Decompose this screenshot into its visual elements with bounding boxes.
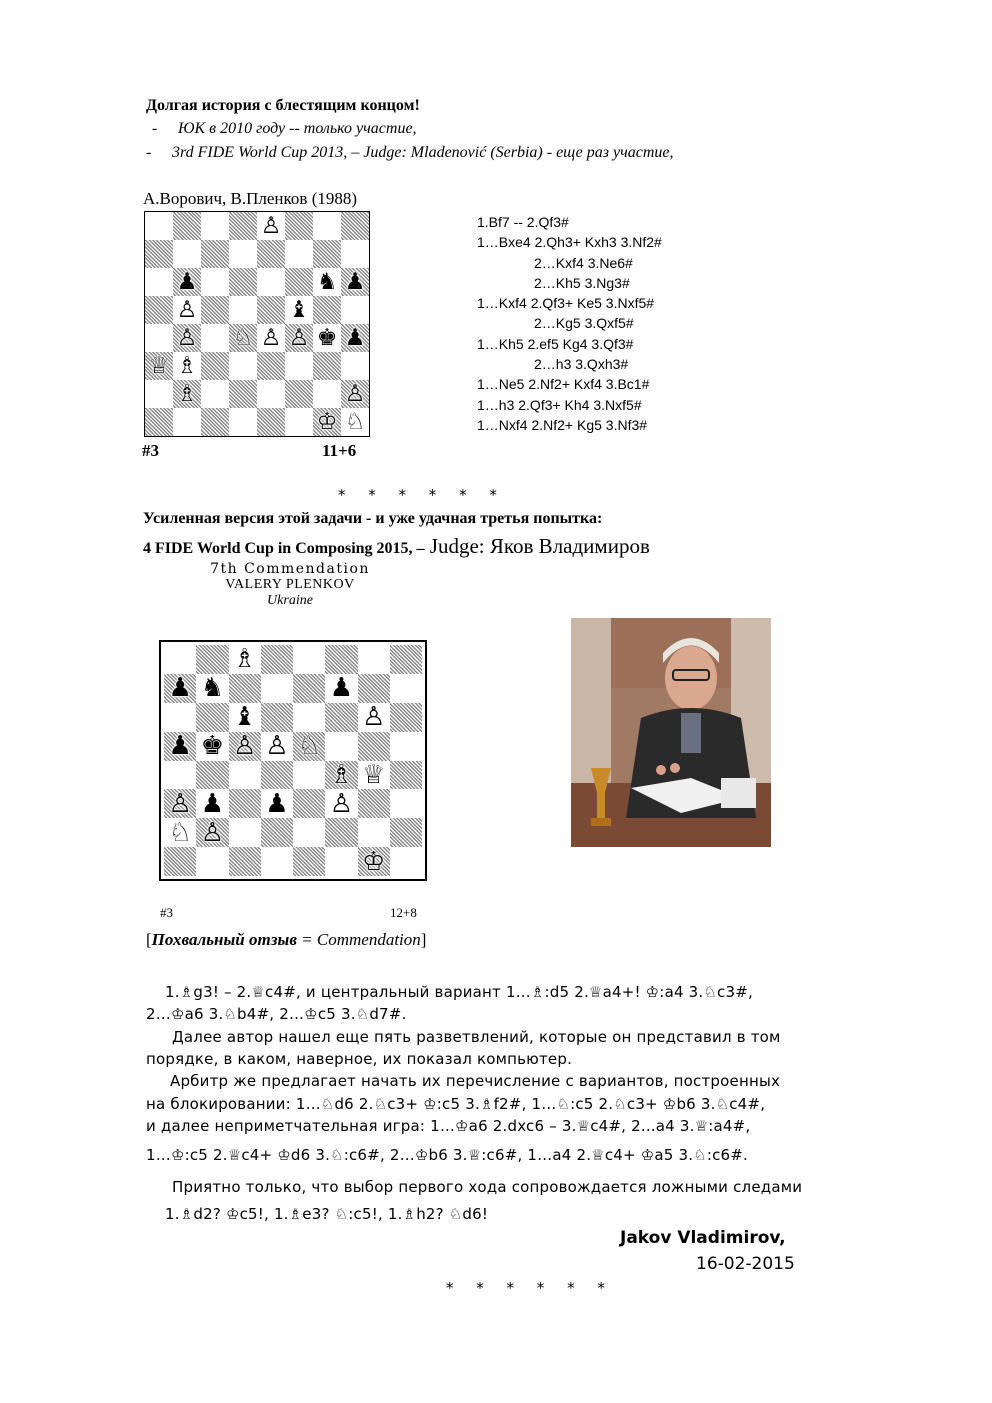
- square-b8: [196, 645, 228, 674]
- square-c8: [229, 645, 261, 674]
- award-country: Ukraine: [267, 593, 313, 608]
- separator-stars-bottom: * * * * * *: [446, 1279, 614, 1297]
- square-d4: [229, 324, 257, 352]
- square-d5: [229, 296, 257, 324]
- square-g2: [358, 818, 390, 847]
- square-a8: [145, 212, 173, 240]
- solution-line: 1…Kh5 2.ef5 Kg4 3.Qf3#: [477, 335, 634, 352]
- square-f6: [325, 703, 357, 732]
- chess-piece: ♞: [200, 673, 225, 703]
- square-f3: [285, 352, 313, 380]
- chess-piece: ♟: [265, 789, 289, 819]
- square-d3: [261, 789, 293, 818]
- square-a3: [145, 352, 173, 380]
- square-h4: [341, 324, 369, 352]
- chess-piece: ♙: [288, 324, 310, 351]
- square-a2: [145, 380, 173, 408]
- tourney-name: 4 FIDE World Cup in Composing 2015, –: [143, 540, 425, 557]
- square-d4: [261, 761, 293, 790]
- square-d7: [229, 240, 257, 268]
- chess-piece: ♟: [168, 673, 192, 703]
- square-g4: [358, 761, 390, 790]
- commentary-line: на блокировании: 1…♘d6 2.♘c3+ ♔:c5 3.♗f2#, 1…♘:c5 2.♘c3+ ♔b6 3.♘c4#,: [146, 1095, 766, 1113]
- square-a6: [145, 268, 173, 296]
- square-h6: [390, 703, 422, 732]
- square-b1: [196, 847, 228, 876]
- square-g8: [313, 212, 341, 240]
- chess-piece: ♙: [260, 212, 282, 239]
- square-f1: [285, 408, 313, 436]
- square-d2: [229, 380, 257, 408]
- square-h6: [341, 268, 369, 296]
- chess-piece: ♘: [168, 818, 192, 848]
- chess-piece: ♙: [344, 380, 366, 407]
- chess-piece: ♟: [168, 731, 192, 761]
- square-g6: [313, 268, 341, 296]
- chess-piece: ♘: [297, 731, 321, 761]
- judge-name: Judge: Яков Владимиров: [424, 534, 650, 558]
- chess-piece: ♘: [232, 324, 254, 351]
- judge-photo: [571, 618, 771, 847]
- square-d6: [229, 268, 257, 296]
- chess-piece: ♘: [344, 408, 366, 435]
- chess-piece: ♕: [148, 352, 170, 379]
- square-g4: [313, 324, 341, 352]
- square-b8: [173, 212, 201, 240]
- square-d7: [261, 674, 293, 703]
- square-b6: [196, 703, 228, 732]
- square-b5: [196, 732, 228, 761]
- square-e8: [293, 645, 325, 674]
- square-h5: [390, 732, 422, 761]
- square-a7: [164, 674, 196, 703]
- chess-piece: ♔: [316, 408, 338, 435]
- chess-piece: ♟: [344, 268, 366, 295]
- separator-stars: * * * * * *: [338, 486, 506, 504]
- chessboard-2: [164, 645, 422, 876]
- solution-line: 2…Kxf4 3.Ne6#: [534, 254, 633, 271]
- square-b3: [173, 352, 201, 380]
- square-a2: [164, 818, 196, 847]
- square-g1: [358, 847, 390, 876]
- square-d1: [261, 847, 293, 876]
- square-b4: [173, 324, 201, 352]
- square-h2: [390, 818, 422, 847]
- problem1-stipulation: #3: [142, 441, 159, 460]
- square-g1: [313, 408, 341, 436]
- chess-piece: ♙: [200, 818, 225, 848]
- signature-date: 16-02-2015: [696, 1254, 795, 1274]
- square-a1: [164, 847, 196, 876]
- square-g3: [358, 789, 390, 818]
- chess-piece: ♝: [288, 296, 310, 323]
- chess-piece: ♙: [232, 731, 257, 761]
- square-e2: [293, 818, 325, 847]
- commentary-line: 1.♗d2? ♔c5!, 1.♗e3? ♘:c5!, 1.♗h2? ♘d6!: [165, 1205, 489, 1223]
- square-f8: [285, 212, 313, 240]
- solution-line: 2…h3 3.Qxh3#: [534, 356, 629, 373]
- square-g6: [358, 703, 390, 732]
- square-g3: [313, 352, 341, 380]
- commentary-line: Приятно только, что выбор первого хода сопровождается ложными следами: [172, 1178, 803, 1196]
- award-title: 7th Commendation: [210, 561, 370, 577]
- chess-piece: ♙: [265, 731, 289, 761]
- commentary-line: Далее автор нашел еще пять разветвлений, которые он представил в том: [172, 1028, 781, 1046]
- square-b1: [173, 408, 201, 436]
- chess-piece: ♟: [329, 673, 354, 703]
- square-a5: [145, 296, 173, 324]
- solution-line: 1…Bxe4 2.Qh3+ Kxh3 3.Nf2#: [477, 234, 662, 251]
- history-line-1: ЮК в 2010 году -- только участие,: [178, 120, 417, 137]
- square-c1: [229, 847, 261, 876]
- chess-piece: ♙: [176, 296, 198, 323]
- square-b2: [173, 380, 201, 408]
- signature-name: Jakov Vladimirov,: [620, 1228, 786, 1248]
- commentary-line: и далее неприметчательная игра: 1…♔a6 2.dxc6 – 3.♕c4#, 2...a4 3.♕:a4#,: [146, 1117, 751, 1135]
- solution-line: 1…Ne5 2.Nf2+ Kxf4 3.Bc1#: [477, 376, 650, 393]
- chessboard-1: [144, 211, 370, 437]
- square-h8: [390, 645, 422, 674]
- square-e4: [293, 761, 325, 790]
- award-block: [160, 561, 420, 609]
- square-h5: [341, 296, 369, 324]
- square-e6: [257, 268, 285, 296]
- square-c2: [229, 818, 261, 847]
- square-b6: [173, 268, 201, 296]
- chess-piece: ♝: [232, 702, 257, 732]
- square-e7: [257, 240, 285, 268]
- square-c1: [201, 408, 229, 436]
- chess-piece: ♙: [361, 702, 386, 732]
- solution-line: 1.Bf7 -- 2.Qf3#: [477, 214, 569, 230]
- square-a3: [164, 789, 196, 818]
- square-f5: [325, 732, 357, 761]
- square-h7: [390, 674, 422, 703]
- square-h1: [390, 847, 422, 876]
- commentary-line: порядке, в каком, наверное, их показал компьютер.: [146, 1050, 573, 1068]
- square-f7: [325, 674, 357, 703]
- chess-piece: ♙: [329, 789, 354, 819]
- chess-piece: ♞: [316, 268, 338, 295]
- problem2-piece-count: 12+8: [390, 905, 417, 920]
- chess-piece: ♙: [176, 324, 198, 351]
- chess-piece: ♟: [344, 324, 366, 351]
- square-c6: [201, 268, 229, 296]
- square-e2: [257, 380, 285, 408]
- square-h1: [341, 408, 369, 436]
- square-c4: [229, 761, 261, 790]
- bracket: [: [146, 930, 152, 949]
- square-f4: [325, 761, 357, 790]
- square-f4: [285, 324, 313, 352]
- square-b7: [173, 240, 201, 268]
- square-h7: [341, 240, 369, 268]
- square-c2: [201, 380, 229, 408]
- chess-piece: ♗: [232, 645, 257, 674]
- square-g7: [313, 240, 341, 268]
- square-f2: [325, 818, 357, 847]
- square-c8: [201, 212, 229, 240]
- square-d6: [261, 703, 293, 732]
- chess-piece: ♟: [176, 268, 198, 295]
- square-b3: [196, 789, 228, 818]
- chess-piece: ♕: [361, 760, 386, 790]
- square-c6: [229, 703, 261, 732]
- problem1-solution: [477, 212, 662, 435]
- square-c7: [201, 240, 229, 268]
- square-h8: [341, 212, 369, 240]
- problem2-stipulation: #3: [160, 905, 173, 920]
- square-c3: [229, 789, 261, 818]
- square-e1: [293, 847, 325, 876]
- square-d5: [261, 732, 293, 761]
- square-e1: [257, 408, 285, 436]
- solution-line: 2…Kh5 3.Ng3#: [534, 274, 630, 291]
- chess-piece: ♗: [329, 760, 354, 790]
- square-d8: [261, 645, 293, 674]
- square-f2: [285, 380, 313, 408]
- commentary-line: 1.♗g3! – 2.♕c4#, и центральный вариант 1…♗:d5 2.♕a4+! ♔:a4 3.♘c3#,: [165, 983, 753, 1001]
- square-e3: [257, 352, 285, 380]
- chess-piece: ♚: [316, 324, 338, 351]
- square-g7: [358, 674, 390, 703]
- square-d8: [229, 212, 257, 240]
- square-c5: [201, 296, 229, 324]
- bracket: ]: [420, 930, 427, 949]
- award-author: VALERY PLENKOV: [225, 577, 355, 592]
- square-h4: [390, 761, 422, 790]
- solution-line: 1…Kxf4 2.Qf3+ Ke5 3.Nxf5#: [477, 295, 655, 312]
- problem1-authors: А.Ворович, В.Пленков (1988): [143, 189, 358, 208]
- commendation-caption: [146, 930, 426, 950]
- caption-en: = Commendation: [296, 930, 421, 949]
- square-e5: [293, 732, 325, 761]
- square-d3: [229, 352, 257, 380]
- chess-piece: ♔: [361, 847, 386, 876]
- commentary-line: 2…♔a6 3.♘b4#, 2…♔c5 3.♘d7#.: [146, 1005, 407, 1023]
- square-c4: [201, 324, 229, 352]
- square-f8: [325, 645, 357, 674]
- square-e6: [293, 703, 325, 732]
- square-g5: [313, 296, 341, 324]
- square-a8: [164, 645, 196, 674]
- square-e8: [257, 212, 285, 240]
- square-g2: [313, 380, 341, 408]
- square-a7: [145, 240, 173, 268]
- square-e7: [293, 674, 325, 703]
- square-g5: [358, 732, 390, 761]
- square-e4: [257, 324, 285, 352]
- square-e5: [257, 296, 285, 324]
- square-c5: [229, 732, 261, 761]
- square-a4: [164, 761, 196, 790]
- solution-line: 2…Kg5 3.Qxf5#: [534, 315, 634, 332]
- bullet-dash: -: [146, 144, 152, 161]
- chess-piece: ♚: [200, 731, 225, 761]
- bullet-dash: -: [152, 120, 158, 137]
- square-g8: [358, 645, 390, 674]
- square-e3: [293, 789, 325, 818]
- square-f3: [325, 789, 357, 818]
- chess-piece: ♗: [176, 352, 198, 379]
- square-d2: [261, 818, 293, 847]
- caption-ru: Похвальный отзыв: [151, 930, 297, 949]
- commentary-line: Арбитр же предлагает начать их перечисление с вариантов, построенных: [170, 1072, 781, 1090]
- square-a4: [145, 324, 173, 352]
- chess-piece: ♙: [260, 324, 282, 351]
- square-b5: [173, 296, 201, 324]
- square-d1: [229, 408, 257, 436]
- square-f6: [285, 268, 313, 296]
- square-a1: [145, 408, 173, 436]
- solution-line: 1…h3 2.Qf3+ Kh4 3.Nxf5#: [477, 396, 642, 413]
- square-a6: [164, 703, 196, 732]
- problem1-piece-count: 11+6: [322, 441, 357, 460]
- square-f1: [325, 847, 357, 876]
- square-b2: [196, 818, 228, 847]
- square-h2: [341, 380, 369, 408]
- square-a5: [164, 732, 196, 761]
- square-c3: [201, 352, 229, 380]
- square-h3: [390, 789, 422, 818]
- photo-of-judge-icon: [571, 618, 771, 847]
- section2-heading: Усиленная версия этой задачи - и уже удачная третья попытка:: [143, 510, 603, 527]
- history-line-2: 3rd FIDE World Cup 2013, – Judge: Mladenović (Serbia) - еще раз участие,: [172, 144, 674, 161]
- commentary-line: 1…♔:c5 2.♕c4+ ♔d6 3.♘:c6#, 2…♔b6 3.♕:c6#, 1…a4 2.♕c4+ ♔a5 3.♘:c6#.: [146, 1146, 749, 1164]
- square-b7: [196, 674, 228, 703]
- tourney-line: [143, 534, 650, 559]
- square-h3: [341, 352, 369, 380]
- square-c7: [229, 674, 261, 703]
- solution-line: 1…Nxf4 2.Nf2+ Kg5 3.Nf3#: [477, 416, 648, 433]
- page-title: Долгая история с блестящим концом!: [146, 97, 420, 114]
- square-f7: [285, 240, 313, 268]
- square-b4: [196, 761, 228, 790]
- chess-piece: ♙: [168, 789, 192, 819]
- square-f5: [285, 296, 313, 324]
- chess-piece: ♗: [176, 380, 198, 407]
- chess-piece: ♟: [200, 789, 225, 819]
